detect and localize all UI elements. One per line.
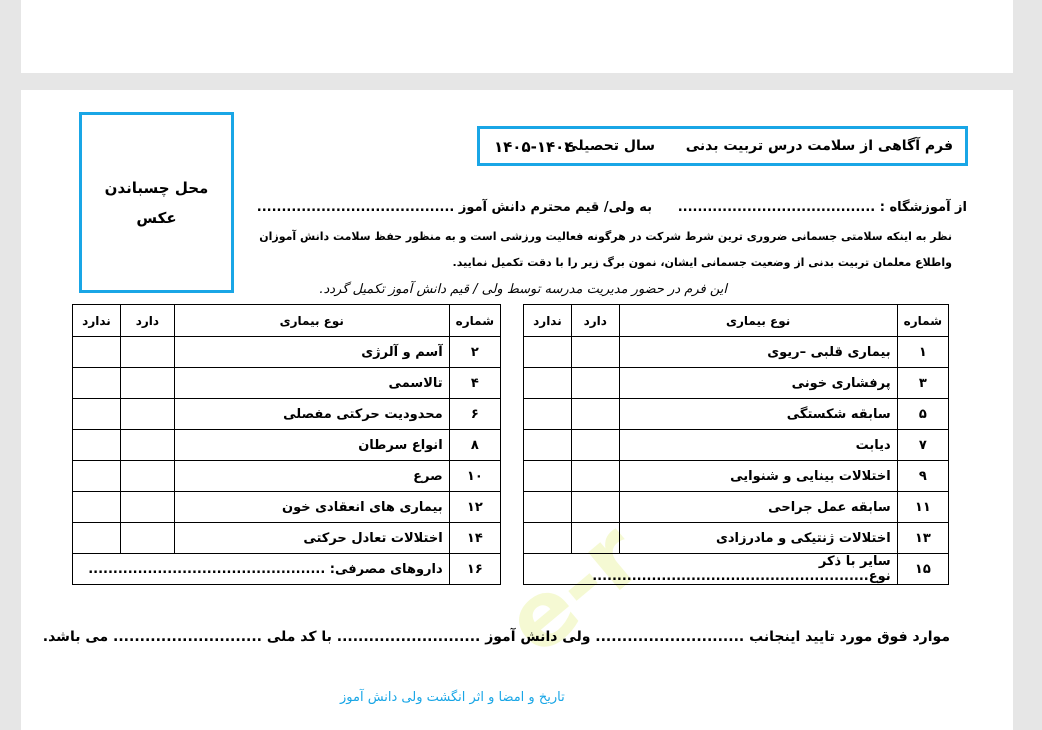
parent-field[interactable]: به ولی/ قیم محترم دانش آموز ........................................ (256, 200, 652, 215)
has-not-cell[interactable] (73, 523, 121, 554)
has-cell[interactable] (120, 461, 174, 492)
signature-line: تاریخ و امضا و اثر انگشت ولی دانش آموز (340, 690, 565, 705)
confirmation-statement[interactable]: موارد فوق مورد تایید اینجانب ............................ ولی دانش آموز ........................... با کد ملی ............................ می باشد. (42, 629, 950, 645)
has-cell[interactable] (571, 399, 619, 430)
form-title: فرم آگاهی از سلامت درس تربیت بدنی (685, 138, 953, 154)
row-disease: اختلالات تعادل حرکتی (174, 523, 449, 554)
row-num: ۸ (449, 430, 500, 461)
has-cell[interactable] (120, 337, 174, 368)
header-num: شماره (897, 305, 948, 337)
row-disease: سابقه عمل جراحی (619, 492, 897, 523)
table-row (73, 523, 501, 554)
row-disease: تالاسمی (174, 368, 449, 399)
photo-label-1: محل چسباندن (104, 178, 209, 197)
has-cell[interactable] (120, 492, 174, 523)
table-row (524, 492, 949, 523)
row-disease: پرفشاری خونی (619, 368, 897, 399)
has-cell[interactable] (120, 368, 174, 399)
row-num: ۶ (449, 399, 500, 430)
table-row (524, 554, 949, 585)
table-row (524, 337, 949, 368)
has-not-cell[interactable] (73, 430, 121, 461)
table-row (524, 399, 949, 430)
row-disease: صرع (174, 461, 449, 492)
disease-table-right (523, 304, 949, 585)
has-not-cell[interactable] (524, 492, 572, 523)
school-field[interactable]: از آموزشگاه : ........................................ (677, 200, 967, 215)
has-not-cell[interactable] (524, 430, 572, 461)
row-disease: اختلالات بینایی و شنوایی (619, 461, 897, 492)
table-row (524, 368, 949, 399)
form-title-box (477, 126, 968, 166)
has-not-cell[interactable] (524, 399, 572, 430)
header-has-not: ندارد (73, 305, 121, 337)
table-row (73, 368, 501, 399)
row-num: ۱۳ (897, 523, 948, 554)
has-not-cell[interactable] (524, 368, 572, 399)
row-disease: محدودیت حرکتی مفصلی (174, 399, 449, 430)
header-disease: نوع بیماری (174, 305, 449, 337)
row-disease: بیماری قلبی –ریوی (619, 337, 897, 368)
photo-label-2: عکس (136, 208, 177, 227)
header-has: دارد (571, 305, 619, 337)
row-disease: بیماری های انعقادی خون (174, 492, 449, 523)
has-not-cell[interactable] (524, 461, 572, 492)
has-not-cell[interactable] (73, 399, 121, 430)
has-not-cell[interactable] (73, 337, 121, 368)
row-num: ۹ (897, 461, 948, 492)
has-cell[interactable] (571, 430, 619, 461)
header-has-not: ندارد (524, 305, 572, 337)
row-disease: دیابت (619, 430, 897, 461)
table-row (524, 461, 949, 492)
has-cell[interactable] (571, 461, 619, 492)
has-cell[interactable] (571, 523, 619, 554)
medications-field[interactable]: داروهای مصرفی: ................................................ (73, 554, 450, 585)
header-disease: نوع بیماری (619, 305, 897, 337)
photo-placeholder (79, 112, 234, 293)
has-cell[interactable] (120, 399, 174, 430)
table-row (73, 554, 501, 585)
table-row (73, 337, 501, 368)
has-not-cell[interactable] (524, 523, 572, 554)
row-num: ۱۱ (897, 492, 948, 523)
intro-line-1: نظر به اینکه سلامتی جسمانی ضروری ترین شرط شرکت در هرگونه فعالیت ورزشی است و به منظور حفظ سلامت دانش آموزان (259, 230, 952, 243)
form-note: این فرم در حضور مدیریت مدرسه توسط ولی / قیم دانش آموز تکمیل گردد. (319, 282, 727, 297)
row-num: ۷ (897, 430, 948, 461)
has-not-cell[interactable] (73, 492, 121, 523)
table-header-row (524, 305, 949, 337)
has-cell[interactable] (571, 492, 619, 523)
intro-line-2: واطلاع معلمان تربیت بدنی از وضعیت جسمانی ایشان، نمون برگ زیر را با دقت تکمیل نمایید. (452, 256, 952, 269)
table-row (73, 399, 501, 430)
table-row (73, 492, 501, 523)
row-num: ۵ (897, 399, 948, 430)
row-num: ۲ (449, 337, 500, 368)
table-row (73, 461, 501, 492)
has-cell[interactable] (120, 430, 174, 461)
row-num: ۱۴ (449, 523, 500, 554)
table-row (73, 430, 501, 461)
previous-page (21, 0, 1013, 73)
watermark: e-r (485, 502, 663, 675)
row-num: ۱۵ (897, 554, 948, 585)
row-num: ۳ (897, 368, 948, 399)
row-disease: سابقه شکستگی (619, 399, 897, 430)
row-num: ۴ (449, 368, 500, 399)
other-disease-field[interactable]: سایر با ذکر نوع........................................................ (524, 554, 898, 585)
row-num: ۱۰ (449, 461, 500, 492)
table-row (524, 523, 949, 554)
table-row (524, 430, 949, 461)
row-disease: آسم و آلرژی (174, 337, 449, 368)
disease-table-left (72, 304, 501, 585)
header-has: دارد (120, 305, 174, 337)
row-disease: انواع سرطان (174, 430, 449, 461)
row-num: ۱۲ (449, 492, 500, 523)
has-cell[interactable] (571, 337, 619, 368)
table-header-row (73, 305, 501, 337)
year-label: سال تحصیلی (564, 138, 655, 154)
has-not-cell[interactable] (73, 461, 121, 492)
has-not-cell[interactable] (524, 337, 572, 368)
header-num: شماره (449, 305, 500, 337)
has-cell[interactable] (120, 523, 174, 554)
row-num: ۱ (897, 337, 948, 368)
has-cell[interactable] (571, 368, 619, 399)
has-not-cell[interactable] (73, 368, 121, 399)
row-disease: اختلالات ژنتیکی و مادرزادی (619, 523, 897, 554)
row-num: ۱۶ (449, 554, 500, 585)
school-year: ۱۴۰۵-۱۴۰۴ (494, 138, 574, 156)
